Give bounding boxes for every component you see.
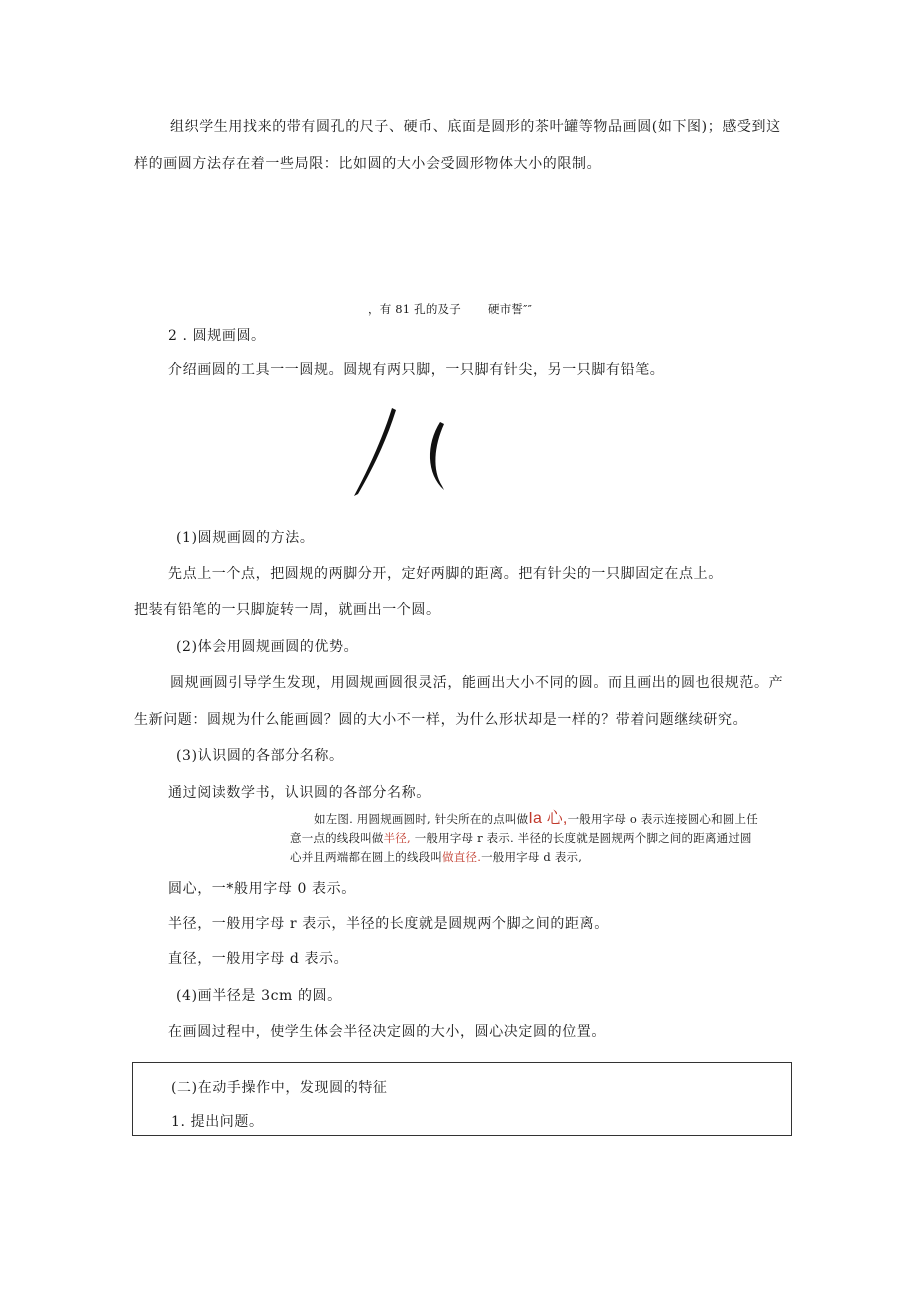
draw3-heading: (4)画半径是 3cm 的圆。 [176, 988, 342, 1004]
box-heading: (二)在动手操作中，发现圆的特征 [171, 1080, 388, 1096]
figure-caption-coin: 硬市誓″″ [488, 302, 533, 316]
book-note-text: 如左图. 用圆规画圆时, 针尖所在的点叫做 [314, 812, 529, 826]
box-item-1: 1. 提出问题。 [171, 1114, 264, 1130]
method-line-2: 把装有铅笔的一只脚旋转一周，就画出一个圆。 [134, 602, 441, 618]
definition-radius: 半径，一般用字母 r 表示，半径的长度就是圆规两个脚之间的距离。 [168, 916, 609, 932]
section-2-heading: 2 . 圆规画圆。 [168, 328, 266, 344]
book-note-text: 一般用字母 o 表示连接圆心和圆上任 [567, 812, 758, 826]
compass-needle-leg [354, 408, 396, 496]
compass-pencil-leg [430, 422, 444, 490]
definition-center: 圆心，一*般用字母 0 表示。 [168, 881, 356, 897]
book-note-text: 心并且两端都在圆上的线段叫 [290, 850, 443, 864]
book-note-text: 一般用字母 r 表示. 半径的长度就是圆规两个脚之间的距离通过圆 [410, 831, 752, 845]
term-center: Ia 心, [528, 810, 568, 827]
compass-intro: 介绍画圆的工具一一圆规。圆规有两只脚，一只脚有针尖，另一只脚有铅笔。 [168, 362, 665, 378]
method-line-1: 先点上一个点，把圆规的两脚分开，定好两脚的距离。把有针尖的一只脚固定在点上。 [168, 566, 723, 582]
advantage-heading: (2)体会用圆规画圆的优势。 [176, 639, 359, 655]
section-box [132, 1062, 792, 1136]
draw3-line-1: 在画圆过程中，使学生体会半径决定圆的大小，圆心决定圆的位置。 [168, 1024, 606, 1040]
book-note-line-2 [290, 830, 752, 846]
advantage-line-1: 圆规画圆引导学生发现，用圆规画圆很灵活，能画出大小不同的圆。而且画出的圆也很规范。产 [170, 675, 784, 691]
intro-line-2: 样的画圆方法存在着一些局限：比如圆的大小会受圆形物体大小的限制。 [134, 156, 602, 172]
term-radius: 半径, [383, 831, 411, 845]
definition-diameter: 直径，一般用字母 d 表示。 [168, 951, 349, 967]
compass-icon [348, 404, 452, 500]
parts-heading: (3)认识圆的各部分名称。 [176, 748, 344, 764]
book-note-line-1 [314, 811, 758, 827]
book-note-line-3 [290, 849, 582, 865]
intro-line-1: 组织学生用找来的带有圆孔的尺子、硬币、底面是圆形的茶叶罐等物品画圆(如下图)；感受到这 [170, 119, 781, 135]
parts-line-1: 通过阅读数学书，认识圆的各部分名称。 [168, 785, 431, 801]
figure-caption-ruler: ，有 81 孔的及子 [368, 302, 461, 316]
book-note-text: 意一点的线段叫做 [290, 831, 384, 845]
book-note-text: 一般用字母 d 表示, [481, 850, 583, 864]
method-heading: (1)圆规画圆的方法。 [176, 530, 315, 546]
advantage-line-2: 生新问题：圆规为什么能画圆？圆的大小不一样，为什么形状却是一样的？带着问题继续研究。 [134, 712, 748, 728]
term-diameter: 做直径. [442, 850, 482, 864]
